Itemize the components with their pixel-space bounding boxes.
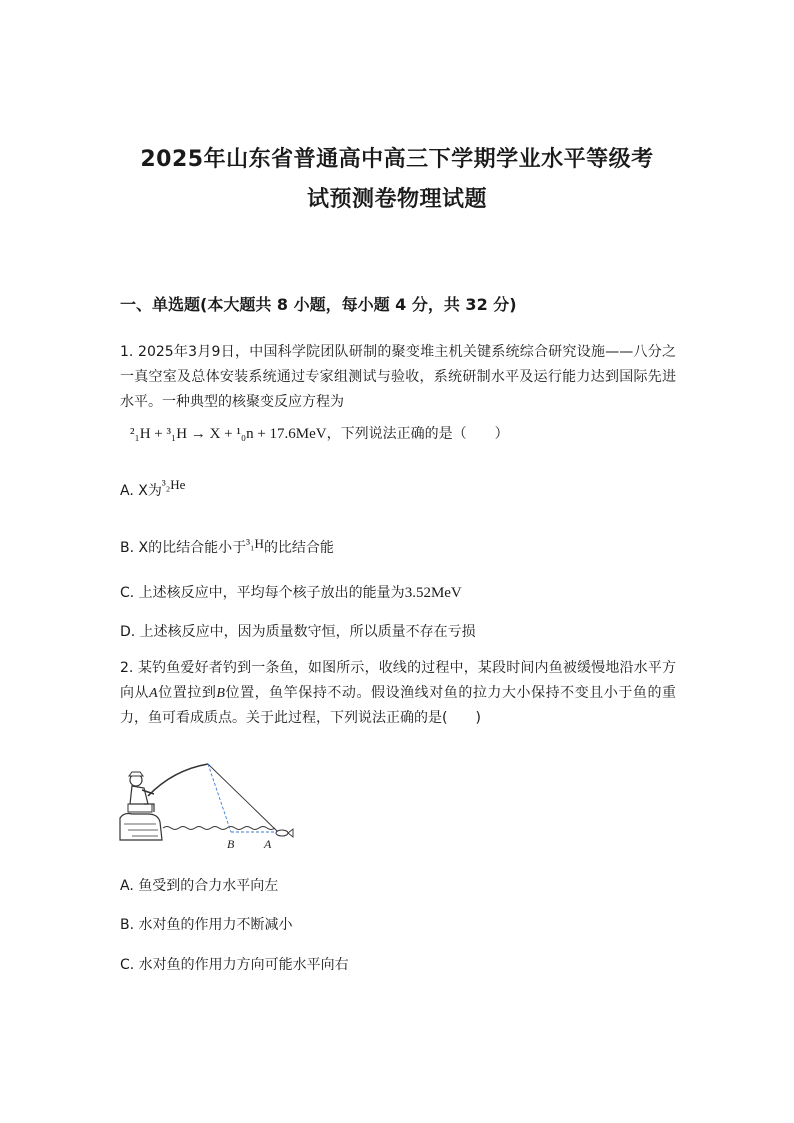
page-title — [90, 140, 704, 220]
nuclear-equation: ²₁H + ³₁H → X + ¹₀n + 17.6MeV — [130, 426, 327, 442]
title-line-1: 2025年山东省普通高中高三下学期学业水平等级考 — [140, 147, 654, 172]
fisherman-hat — [129, 772, 143, 776]
question-2-option-b[interactable]: B. 水对鱼的作用力不断减小 — [120, 917, 293, 933]
q2-stem-post: 位置，鱼竿保持不动。假设渔线对鱼的拉力大小保持不变且小于鱼的重力，鱼可看成质点。关于此过程，下列说法正确的是( ) — [120, 685, 677, 726]
label-a: A — [264, 837, 272, 851]
fish-tail — [288, 829, 293, 837]
question-2-option-c[interactable]: C. 水对鱼的作用力方向可能水平向右 — [120, 957, 349, 973]
fisherman-body — [130, 786, 148, 804]
position-a: A — [149, 686, 158, 701]
fish — [276, 830, 288, 836]
question-2-stem — [120, 656, 676, 731]
water-surface — [163, 827, 275, 830]
energy-value: 3.52MeV — [404, 585, 462, 601]
option-b-post: 的比结合能 — [263, 540, 334, 556]
label-b: B — [227, 837, 235, 851]
equation-suffix: ，下列说法正确的是（ ） — [326, 426, 509, 442]
fisherman-illustration — [118, 760, 298, 852]
option-c-pre: C. 上述核反应中，平均每个核子放出的能量为 — [120, 585, 405, 601]
title-line-2: 试预测卷物理试题 — [306, 187, 487, 212]
q2-stem-mid: 位置拉到 — [157, 685, 217, 701]
section-heading: 一、单选题(本大题共 8 小题，每小题 4 分，共 32 分) — [120, 295, 517, 314]
question-1-equation-line — [130, 423, 509, 443]
tritium-symbol: ³₁H — [246, 536, 264, 551]
q2-stem-pre: 2. 某钓鱼爱好者钓到一条鱼，如图所示，收线的过程中，某段时间内鱼被缓慢地沿水平方向从 — [120, 660, 676, 701]
helium-3-symbol: ³₂He — [161, 477, 186, 492]
question-1-stem: 1. 2025年3月9日，中国科学院团队研制的聚变堆主机关键系统综合研究设施——八分之一真空室及总体安装系统通过专家组测试与验收，系统研制水平及运行能力达到国际先进水平。一种典型的核聚变反应方程为 — [120, 344, 676, 410]
fishing-line — [208, 764, 278, 832]
question-1-option-c[interactable] — [120, 582, 462, 604]
question-1-option-a[interactable] — [120, 477, 186, 502]
position-b: B — [216, 686, 225, 701]
fishing-figure — [118, 760, 298, 856]
stool — [128, 804, 152, 812]
question-2-option-a[interactable]: A. 鱼受到的合力水平向左 — [120, 878, 279, 894]
option-a-text: A. X为 — [120, 483, 162, 499]
question-1-option-b[interactable] — [120, 537, 334, 559]
dashed-line-to-b — [208, 764, 231, 832]
option-b-pre: B. X的比结合能小于 — [120, 540, 247, 556]
question-1-option-d[interactable]: D. 上述核反应中，因为质量数守恒，所以质量不存在亏损 — [120, 624, 476, 640]
fishing-rod — [148, 764, 208, 796]
